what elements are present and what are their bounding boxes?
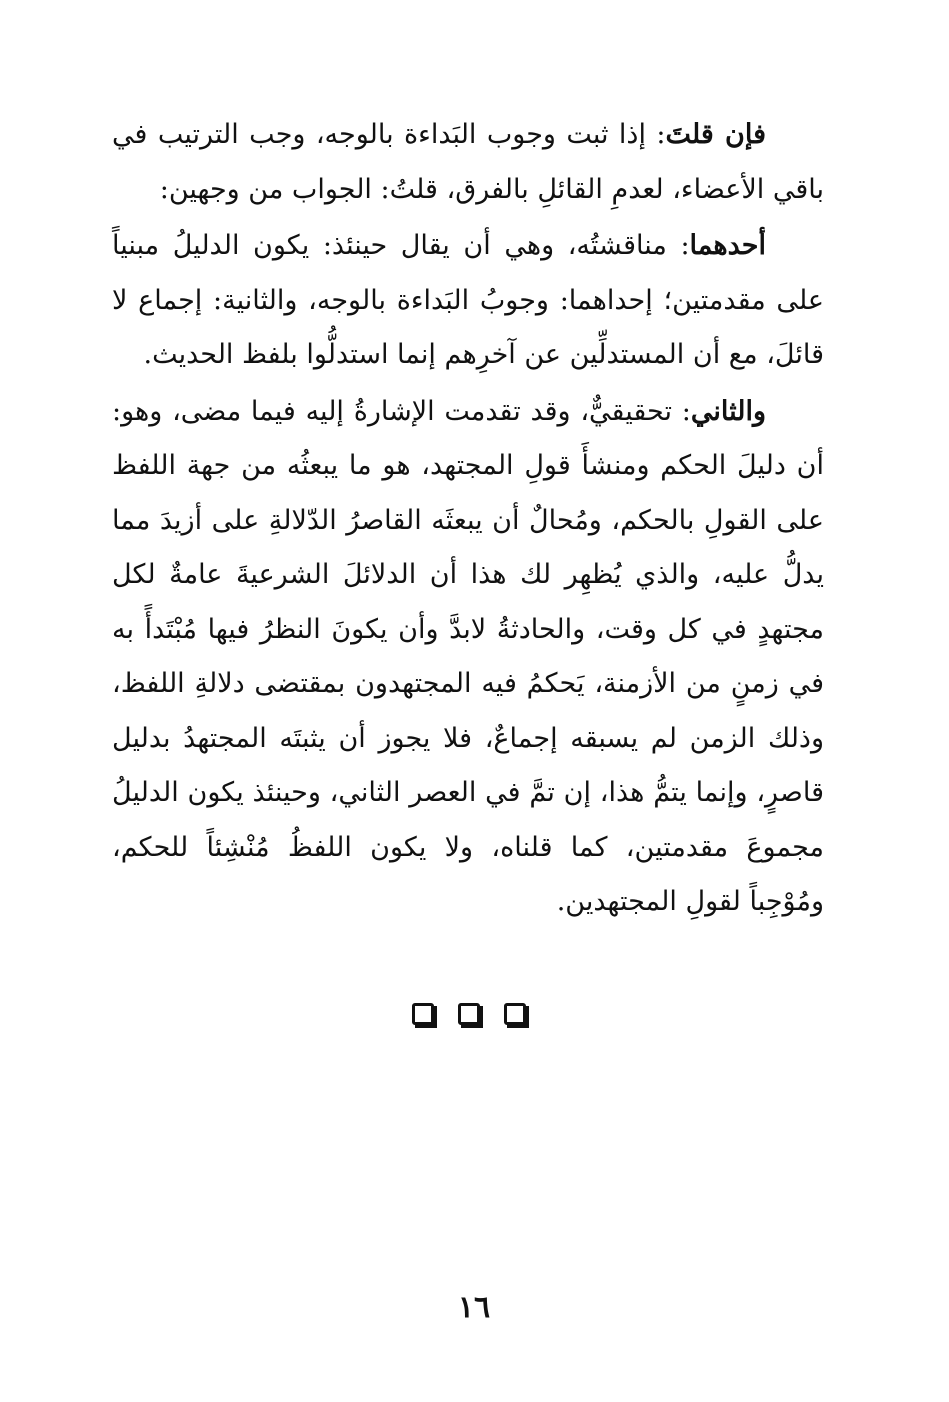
paragraph-3-text: : تحقيقيٌّ، وقد تقدمت الإشارةُ إليه فيما مضى، وهو: أن دليلَ الحكم ومنشأَ قولِ المجتهد، هو ما يبعثُه من جهة اللفظ على القولِ بالحكم، ومُحالٌ أن يبعثَه القاصرُ الدّلالةِ على أزيدَ مما يدلُّ عليه، والذي يُظهِر لك هذا أن الدلائلَ الشرعيةَ عامةٌ لكل مجتهدٍ في كل وقت، والحادثةُ لابدَّ وأن يكونَ النظرُ فيها مُبْتَدأً به في زمنٍ من الأزمنة، يَحكمُ فيه المجتهدون بمقتضى دلالةِ اللفظ، وذلك الزمن لم يسبقه إجماعٌ، فلا يجوز أن يثبتَه المجتهدُ بدليل قاصرٍ، وإنما يتمُّ هذا، إن تمَّ في العصر الثاني، وحينئذ يكون الدليلُ مجموعَ مقدمتين، كما قلناه، ولا يكون اللفظُ مُنْشِئاً للحكم، ومُوْجِباً لقولِ المجتهدين. (112, 395, 824, 917)
ornament-square-icon (412, 1003, 434, 1025)
body-text (112, 108, 824, 930)
paragraph-3-lead: والثاني (690, 395, 766, 427)
paragraph-2-text: : مناقشتُه، وهي أن يقال حينئذ: يكون الدليلُ مبنياً على مقدمتين؛ إحداهما: وجوبُ البَداءة بالوجه، والثانية: إجماع لا قائلَ، مع أن المستدلِّين عن آخرِهم إنما استدلُّوا بلفظ الحديث. (112, 230, 824, 370)
paragraph-1-lead: فإن قلتَ (665, 119, 766, 150)
paragraph-2-lead: أحدهما (689, 230, 766, 261)
ornament-square-icon (458, 1003, 480, 1025)
paragraph-2 (112, 219, 824, 383)
section-end-ornament (412, 1003, 526, 1031)
page-number: ١٦ (457, 1290, 491, 1325)
ornament-square-icon (504, 1003, 526, 1025)
paragraph-3 (112, 385, 824, 930)
paragraph-1 (112, 108, 824, 217)
paragraph-1-text: : إذا ثبت وجوب البَداءة بالوجه، وجب الترتيب في باقي الأعضاء، لعدمِ القائلِ بالفرق، قلتُ: الجواب من وجهين: (112, 119, 824, 205)
